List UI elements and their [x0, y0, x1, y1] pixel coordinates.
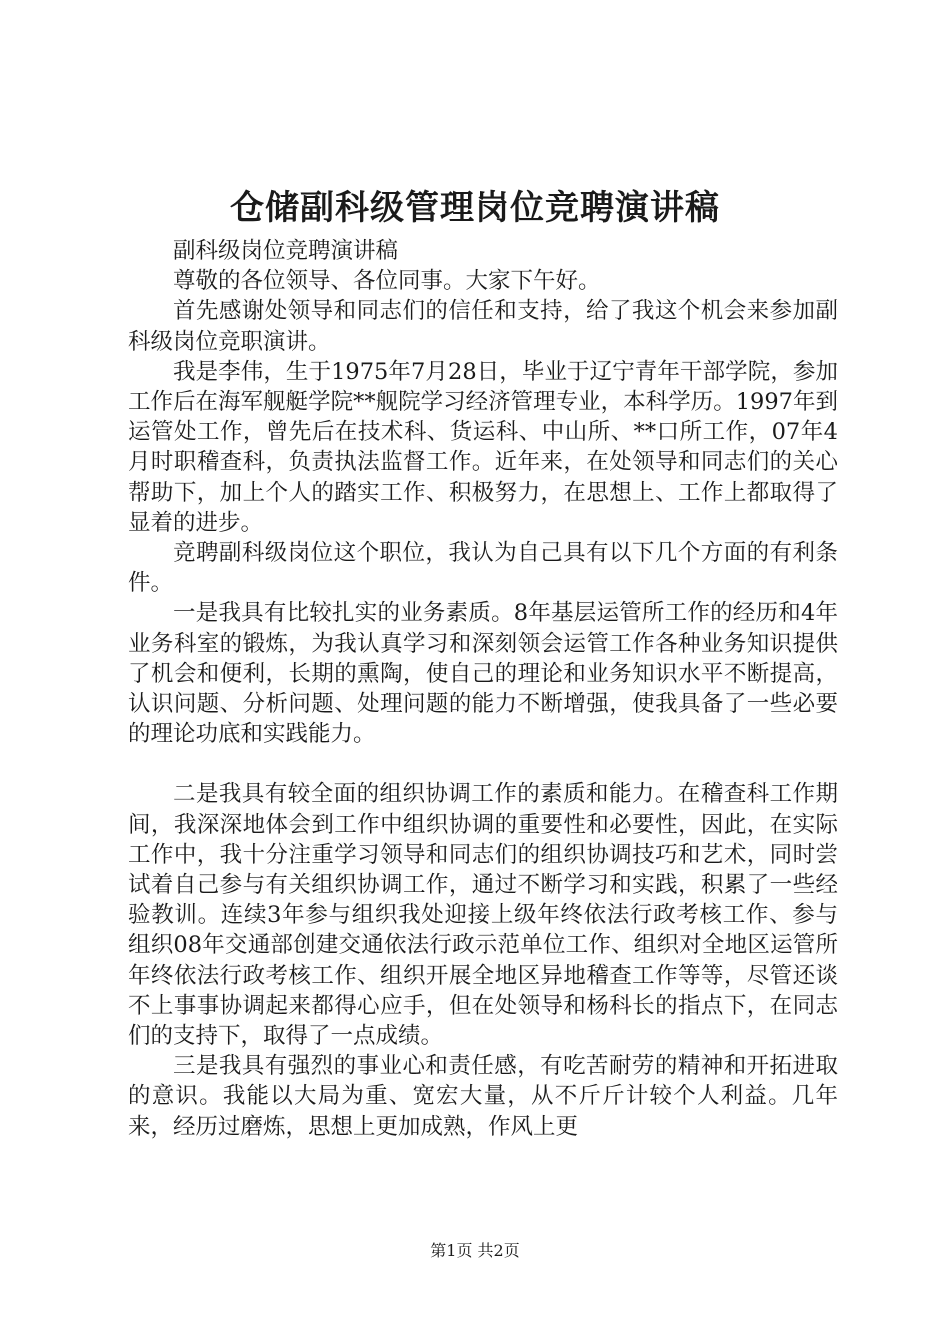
paragraph-introduction: 我是李伟，生于1975年7月28日，毕业于辽宁青年干部学院，参加工作后在海军舰艇学院**舰院学习经济管理专业，本科学历。1997年到运管处工作，曾先后在技术科、货运科、中山所、**口所工作，07年4月时职稽查科，负责执法监督工作。近年来，在处领导和同志们的关心帮助下，加上个人的踏实工作、积极努力，在思想上、工作上都取得了显着的进步。 — [128, 358, 838, 536]
document-body — [128, 236, 838, 1142]
document-title: 仓储副科级管理岗位竞聘演讲稿 — [230, 188, 720, 228]
paragraph-greeting: 尊敬的各位领导、各位同事。大家下午好。 — [173, 268, 601, 295]
paragraph-thanks: 首先感谢处领导和同志们的信任和支持，给了我这个机会来参加副科级岗位竞职演讲。 — [128, 298, 838, 355]
page-number: 第1页 — [430, 1241, 473, 1260]
paragraph-point-one: 一是我具有比较扎实的业务素质。8年基层运管所工作的经历和4年业务科室的锻炼，为我认真学习和深刻领会运管工作各种业务知识提供了机会和便利，长期的熏陶，使自己的理论和业务知识水平不断提高，认识问题、分析问题、处理问题的能力不断增强，使我具备了一些必要的理论功底和实践能力。 — [128, 600, 838, 748]
paragraph-subtitle: 副科级岗位竞聘演讲稿 — [173, 238, 399, 264]
page-total: 共2页 — [477, 1241, 520, 1260]
paragraph-point-three: 三是我具有强烈的事业心和责任感，有吃苦耐劳的精神和开拓进取的意识。我能以大局为重、宽宏大量，从不斤斤计较个人利益。几年来，经历过磨炼，思想上更加成熟，作风上更 — [128, 1053, 838, 1140]
page-footer — [0, 1240, 950, 1262]
paragraph-conditions: 竞聘副科级岗位这个职位，我认为自己具有以下几个方面的有利条件。 — [128, 540, 838, 597]
paragraph-point-two: 二是我具有较全面的组织协调工作的素质和能力。在稽查科工作期间，我深深地体会到工作中组织协调的重要性和必要性，因此，在实际工作中，我十分注重学习领导和同志们的组织协调技巧和艺术，同时尝试着自己参与有关组织协调工作，通过不断学习和实践，积累了一些经验教训。连续3年参与组织我处迎接上级年终依法行政考核工作、参与组织08年交通部创建交通依法行政示范单位工作、组织对全地区运管所年终依法行政考核工作、组织开展全地区异地稽查工作等等，尽管还谈不上事事协调起来都得心应手，但在处领导和杨科长的指点下，在同志们的支持下，取得了一点成绩。 — [128, 781, 838, 1050]
